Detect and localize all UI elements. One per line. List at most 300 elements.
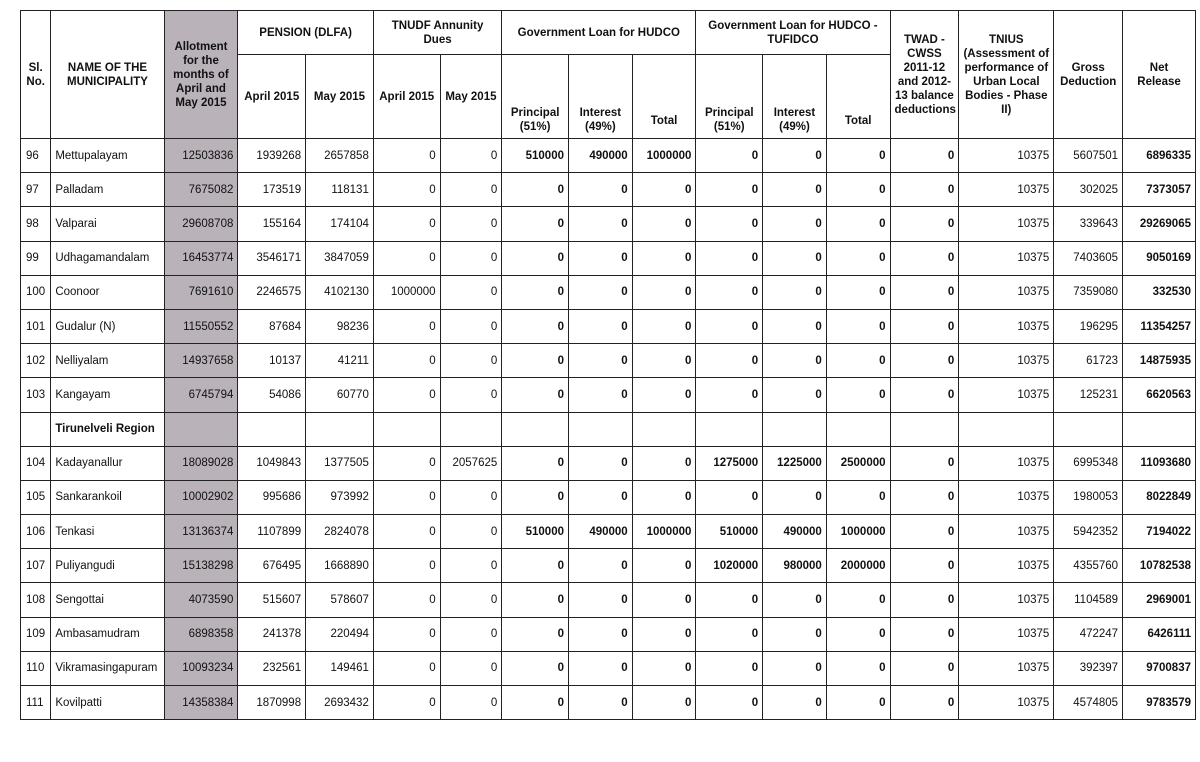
cell-twad: 0 [890,344,959,378]
cell-sl-no: 102 [21,344,51,378]
header-tufidco-total: Total [826,55,890,139]
cell-tnius: 10375 [959,139,1054,173]
cell-gross-deduction: 4574805 [1054,686,1123,720]
cell-tnius: 10375 [959,207,1054,241]
cell-gross-deduction: 4355760 [1054,549,1123,583]
cell-tnius: 10375 [959,446,1054,480]
cell-hudco-total: 0 [632,617,696,651]
cell-twad: 0 [890,207,959,241]
cell-hudco-total: 0 [632,686,696,720]
empty-cell [21,412,51,446]
cell-tufidco-principal: 0 [696,241,763,275]
cell-tufidco-principal: 0 [696,344,763,378]
cell-net-release: 332530 [1123,275,1196,309]
empty-cell [763,412,827,446]
header-tnudf: TNUDF Annunity Dues [373,11,501,55]
table-row [21,344,1196,378]
cell-tnudf-april: 0 [373,173,440,207]
cell-allotment: 7691610 [164,275,238,309]
cell-pension-may: 1668890 [306,549,374,583]
cell-sl-no: 103 [21,378,51,412]
cell-allotment: 11550552 [164,309,238,343]
cell-tnius: 10375 [959,549,1054,583]
cell-gross-deduction: 5607501 [1054,139,1123,173]
cell-municipality-name: Kovilpatti [51,686,164,720]
cell-gross-deduction: 392397 [1054,651,1123,685]
cell-gross-deduction: 5942352 [1054,515,1123,549]
cell-pension-april: 241378 [238,617,306,651]
cell-tufidco-interest: 0 [763,275,827,309]
cell-allotment: 29608708 [164,207,238,241]
cell-allotment: 14358384 [164,686,238,720]
header-hudco-interest: Interest (49%) [569,55,633,139]
cell-net-release: 9783579 [1123,686,1196,720]
cell-municipality-name: Tenkasi [51,515,164,549]
cell-municipality-name: Kadayanallur [51,446,164,480]
table-row [21,207,1196,241]
cell-tnudf-april: 0 [373,241,440,275]
table-row [21,378,1196,412]
cell-tufidco-interest: 0 [763,480,827,514]
cell-hudco-total: 0 [632,378,696,412]
cell-sl-no: 109 [21,617,51,651]
cell-gross-deduction: 196295 [1054,309,1123,343]
empty-cell [502,412,569,446]
cell-net-release: 6896335 [1123,139,1196,173]
cell-tnius: 10375 [959,686,1054,720]
cell-tufidco-interest: 0 [763,173,827,207]
cell-twad: 0 [890,480,959,514]
cell-gross-deduction: 7403605 [1054,241,1123,275]
table-row [21,686,1196,720]
cell-hudco-total: 0 [632,344,696,378]
cell-hudco-principal: 0 [502,173,569,207]
cell-municipality-name: Gudalur (N) [51,309,164,343]
cell-pension-april: 515607 [238,583,306,617]
header-tufidco-principal: Principal (51%) [696,55,763,139]
cell-gross-deduction: 302025 [1054,173,1123,207]
cell-tnudf-may: 0 [440,309,502,343]
cell-hudco-principal: 0 [502,207,569,241]
cell-allotment: 18089028 [164,446,238,480]
cell-tufidco-total: 0 [826,241,890,275]
cell-municipality-name: Sankarankoil [51,480,164,514]
cell-tnudf-may: 0 [440,275,502,309]
cell-allotment: 15138298 [164,549,238,583]
header-tnius: TNIUS (Assessment of performance of Urban Local Bodies - Phase II) [959,11,1054,139]
cell-hudco-interest: 490000 [569,515,633,549]
cell-twad: 0 [890,651,959,685]
cell-pension-may: 98236 [306,309,374,343]
cell-tnudf-may: 2057625 [440,446,502,480]
cell-pension-april: 1049843 [238,446,306,480]
cell-tufidco-interest: 0 [763,651,827,685]
cell-pension-may: 60770 [306,378,374,412]
cell-tufidco-principal: 0 [696,651,763,685]
cell-tufidco-principal: 1020000 [696,549,763,583]
cell-sl-no: 99 [21,241,51,275]
table-row [21,583,1196,617]
cell-pension-april: 676495 [238,549,306,583]
cell-hudco-principal: 510000 [502,139,569,173]
cell-tufidco-interest: 1225000 [763,446,827,480]
cell-net-release: 6620563 [1123,378,1196,412]
region-label: Tirunelveli Region [51,412,164,446]
cell-net-release: 11093680 [1123,446,1196,480]
cell-tufidco-total: 0 [826,583,890,617]
cell-municipality-name: Nelliyalam [51,344,164,378]
document-page [20,10,1196,720]
cell-twad: 0 [890,515,959,549]
cell-pension-april: 3546171 [238,241,306,275]
cell-tufidco-principal: 0 [696,583,763,617]
cell-hudco-principal: 0 [502,344,569,378]
table-row [21,651,1196,685]
cell-sl-no: 96 [21,139,51,173]
cell-pension-may: 578607 [306,583,374,617]
cell-tufidco-principal: 1275000 [696,446,763,480]
cell-hudco-interest: 0 [569,480,633,514]
cell-municipality-name: Ambasamudram [51,617,164,651]
cell-tufidco-total: 0 [826,480,890,514]
cell-municipality-name: Puliyangudi [51,549,164,583]
cell-hudco-total: 1000000 [632,515,696,549]
cell-allotment: 6745794 [164,378,238,412]
empty-cell [440,412,502,446]
cell-tnudf-may: 0 [440,583,502,617]
cell-tnius: 10375 [959,480,1054,514]
cell-pension-april: 173519 [238,173,306,207]
municipality-release-table [20,10,1196,720]
cell-tnius: 10375 [959,309,1054,343]
cell-municipality-name: Kangayam [51,378,164,412]
cell-tnius: 10375 [959,241,1054,275]
cell-tnius: 10375 [959,617,1054,651]
cell-pension-may: 174104 [306,207,374,241]
cell-hudco-principal: 0 [502,241,569,275]
cell-municipality-name: Sengottai [51,583,164,617]
cell-tufidco-principal: 0 [696,686,763,720]
empty-cell [306,412,374,446]
cell-pension-may: 3847059 [306,241,374,275]
cell-sl-no: 101 [21,309,51,343]
cell-pension-april: 54086 [238,378,306,412]
cell-pension-may: 149461 [306,651,374,685]
cell-tnudf-may: 0 [440,378,502,412]
cell-tnudf-may: 0 [440,549,502,583]
header-municipality-name: NAME OF THE MUNICIPALITY [51,11,164,139]
cell-gross-deduction: 61723 [1054,344,1123,378]
cell-tnudf-april: 1000000 [373,275,440,309]
cell-hudco-interest: 0 [569,309,633,343]
cell-hudco-principal: 0 [502,686,569,720]
cell-tnudf-april: 0 [373,549,440,583]
cell-gross-deduction: 125231 [1054,378,1123,412]
cell-sl-no: 97 [21,173,51,207]
cell-municipality-name: Valparai [51,207,164,241]
cell-tnius: 10375 [959,651,1054,685]
empty-cell [696,412,763,446]
empty-cell [569,412,633,446]
header-pension-may: May 2015 [306,55,374,139]
cell-hudco-interest: 0 [569,378,633,412]
cell-tufidco-total: 1000000 [826,515,890,549]
cell-twad: 0 [890,583,959,617]
cell-hudco-total: 0 [632,446,696,480]
cell-twad: 0 [890,549,959,583]
cell-tufidco-interest: 0 [763,344,827,378]
cell-allotment: 12503836 [164,139,238,173]
cell-pension-april: 1107899 [238,515,306,549]
cell-tufidco-principal: 0 [696,309,763,343]
cell-twad: 0 [890,617,959,651]
table-row [21,241,1196,275]
cell-hudco-principal: 0 [502,617,569,651]
cell-hudco-interest: 0 [569,173,633,207]
cell-tnudf-april: 0 [373,686,440,720]
cell-tufidco-interest: 0 [763,139,827,173]
cell-sl-no: 106 [21,515,51,549]
cell-hudco-interest: 490000 [569,139,633,173]
cell-pension-may: 2693432 [306,686,374,720]
cell-tufidco-total: 2000000 [826,549,890,583]
cell-pension-may: 2824078 [306,515,374,549]
cell-net-release: 11354257 [1123,309,1196,343]
cell-tufidco-principal: 0 [696,617,763,651]
cell-sl-no: 111 [21,686,51,720]
empty-cell [238,412,306,446]
cell-gross-deduction: 1980053 [1054,480,1123,514]
empty-cell [373,412,440,446]
cell-pension-may: 220494 [306,617,374,651]
cell-gross-deduction: 339643 [1054,207,1123,241]
header-pension-april: April 2015 [238,55,306,139]
cell-tufidco-total: 0 [826,207,890,241]
cell-sl-no: 98 [21,207,51,241]
cell-tnudf-april: 0 [373,515,440,549]
cell-net-release: 10782538 [1123,549,1196,583]
cell-tufidco-total: 0 [826,378,890,412]
cell-tnudf-may: 0 [440,617,502,651]
cell-allotment: 7675082 [164,173,238,207]
cell-twad: 0 [890,446,959,480]
header-tufidco-interest: Interest (49%) [763,55,827,139]
cell-hudco-total: 1000000 [632,139,696,173]
cell-net-release: 2969001 [1123,583,1196,617]
cell-tufidco-principal: 0 [696,139,763,173]
cell-tnudf-may: 0 [440,241,502,275]
cell-tufidco-total: 0 [826,651,890,685]
cell-allotment: 10002902 [164,480,238,514]
cell-net-release: 8022849 [1123,480,1196,514]
cell-hudco-total: 0 [632,207,696,241]
cell-sl-no: 105 [21,480,51,514]
cell-sl-no: 107 [21,549,51,583]
cell-hudco-total: 0 [632,309,696,343]
cell-sl-no: 100 [21,275,51,309]
cell-pension-april: 10137 [238,344,306,378]
cell-allotment: 16453774 [164,241,238,275]
cell-hudco-principal: 0 [502,583,569,617]
cell-pension-april: 232561 [238,651,306,685]
empty-cell [890,412,959,446]
cell-tufidco-interest: 490000 [763,515,827,549]
cell-allotment: 14937658 [164,344,238,378]
table-row [21,446,1196,480]
cell-pension-april: 2246575 [238,275,306,309]
cell-tnudf-april: 0 [373,378,440,412]
cell-hudco-interest: 0 [569,207,633,241]
empty-cell [959,412,1054,446]
cell-municipality-name: Udhagamandalam [51,241,164,275]
cell-hudco-total: 0 [632,549,696,583]
cell-tufidco-interest: 0 [763,686,827,720]
table-header [21,11,1196,139]
header-hudco-total: Total [632,55,696,139]
cell-net-release: 6426111 [1123,617,1196,651]
cell-sl-no: 108 [21,583,51,617]
empty-cell [1123,412,1196,446]
cell-tnius: 10375 [959,275,1054,309]
cell-tnius: 10375 [959,378,1054,412]
cell-tufidco-interest: 0 [763,583,827,617]
cell-net-release: 29269065 [1123,207,1196,241]
cell-hudco-interest: 0 [569,549,633,583]
cell-tufidco-principal: 0 [696,173,763,207]
cell-allotment: 4073590 [164,583,238,617]
cell-hudco-principal: 0 [502,309,569,343]
cell-allotment: 13136374 [164,515,238,549]
cell-tnudf-may: 0 [440,173,502,207]
header-hudco-principal: Principal (51%) [502,55,569,139]
cell-hudco-principal: 0 [502,446,569,480]
empty-cell [632,412,696,446]
cell-hudco-principal: 0 [502,275,569,309]
cell-hudco-interest: 0 [569,241,633,275]
cell-tnius: 10375 [959,583,1054,617]
cell-twad: 0 [890,173,959,207]
header-net-release: Net Release [1123,11,1196,139]
cell-twad: 0 [890,309,959,343]
cell-hudco-interest: 0 [569,583,633,617]
header-twad: TWAD - CWSS 2011-12 and 2012-13 balance deductions [890,11,959,139]
header-gross-deduction: Gross Deduction [1054,11,1123,139]
region-row [21,412,1196,446]
cell-tnudf-april: 0 [373,139,440,173]
cell-tnudf-april: 0 [373,309,440,343]
cell-tnudf-may: 0 [440,686,502,720]
cell-hudco-principal: 0 [502,378,569,412]
cell-tufidco-interest: 0 [763,207,827,241]
cell-gross-deduction: 7359080 [1054,275,1123,309]
header-tufidco: Government Loan for HUDCO - TUFIDCO [696,11,890,55]
cell-tnudf-april: 0 [373,583,440,617]
cell-twad: 0 [890,275,959,309]
cell-net-release: 9700837 [1123,651,1196,685]
cell-tufidco-total: 0 [826,275,890,309]
cell-tufidco-total: 0 [826,139,890,173]
cell-pension-april: 1870998 [238,686,306,720]
header-allotment: Allotment for the months of April and May 2015 [164,11,238,139]
cell-pension-april: 87684 [238,309,306,343]
cell-net-release: 7194022 [1123,515,1196,549]
cell-tnudf-may: 0 [440,651,502,685]
cell-tnudf-april: 0 [373,651,440,685]
cell-tufidco-principal: 0 [696,207,763,241]
cell-pension-may: 1377505 [306,446,374,480]
cell-pension-april: 1939268 [238,139,306,173]
cell-hudco-interest: 0 [569,686,633,720]
table-row [21,480,1196,514]
cell-tnudf-april: 0 [373,344,440,378]
empty-cell [164,412,238,446]
table-row [21,173,1196,207]
cell-pension-may: 4102130 [306,275,374,309]
cell-tnius: 10375 [959,344,1054,378]
cell-municipality-name: Vikramasingapuram [51,651,164,685]
cell-net-release: 14875935 [1123,344,1196,378]
cell-tufidco-principal: 0 [696,378,763,412]
cell-tufidco-principal: 0 [696,480,763,514]
cell-tufidco-interest: 0 [763,309,827,343]
cell-sl-no: 110 [21,651,51,685]
cell-pension-may: 973992 [306,480,374,514]
cell-hudco-principal: 0 [502,480,569,514]
cell-tnudf-april: 0 [373,617,440,651]
header-tnudf-april: April 2015 [373,55,440,139]
cell-hudco-total: 0 [632,480,696,514]
cell-pension-may: 2657858 [306,139,374,173]
cell-municipality-name: Mettupalayam [51,139,164,173]
empty-cell [826,412,890,446]
cell-tnudf-may: 0 [440,207,502,241]
cell-tnudf-april: 0 [373,480,440,514]
cell-gross-deduction: 1104589 [1054,583,1123,617]
cell-municipality-name: Coonoor [51,275,164,309]
cell-hudco-interest: 0 [569,617,633,651]
cell-municipality-name: Palladam [51,173,164,207]
cell-tufidco-interest: 980000 [763,549,827,583]
cell-hudco-principal: 0 [502,549,569,583]
table-row [21,275,1196,309]
cell-hudco-total: 0 [632,173,696,207]
cell-gross-deduction: 472247 [1054,617,1123,651]
cell-tufidco-interest: 0 [763,378,827,412]
cell-hudco-total: 0 [632,275,696,309]
cell-hudco-total: 0 [632,241,696,275]
cell-twad: 0 [890,686,959,720]
cell-tufidco-interest: 0 [763,241,827,275]
table-row [21,139,1196,173]
cell-hudco-interest: 0 [569,651,633,685]
cell-tnius: 10375 [959,515,1054,549]
cell-hudco-principal: 0 [502,651,569,685]
cell-hudco-total: 0 [632,651,696,685]
table-row [21,309,1196,343]
cell-tufidco-total: 2500000 [826,446,890,480]
cell-pension-may: 41211 [306,344,374,378]
cell-tnudf-may: 0 [440,139,502,173]
cell-tufidco-total: 0 [826,173,890,207]
cell-tufidco-total: 0 [826,344,890,378]
header-pension: PENSION (DLFA) [238,11,373,55]
table-body [21,139,1196,720]
table-row [21,617,1196,651]
cell-tufidco-interest: 0 [763,617,827,651]
cell-tufidco-principal: 0 [696,275,763,309]
cell-tnudf-april: 0 [373,446,440,480]
cell-hudco-principal: 510000 [502,515,569,549]
